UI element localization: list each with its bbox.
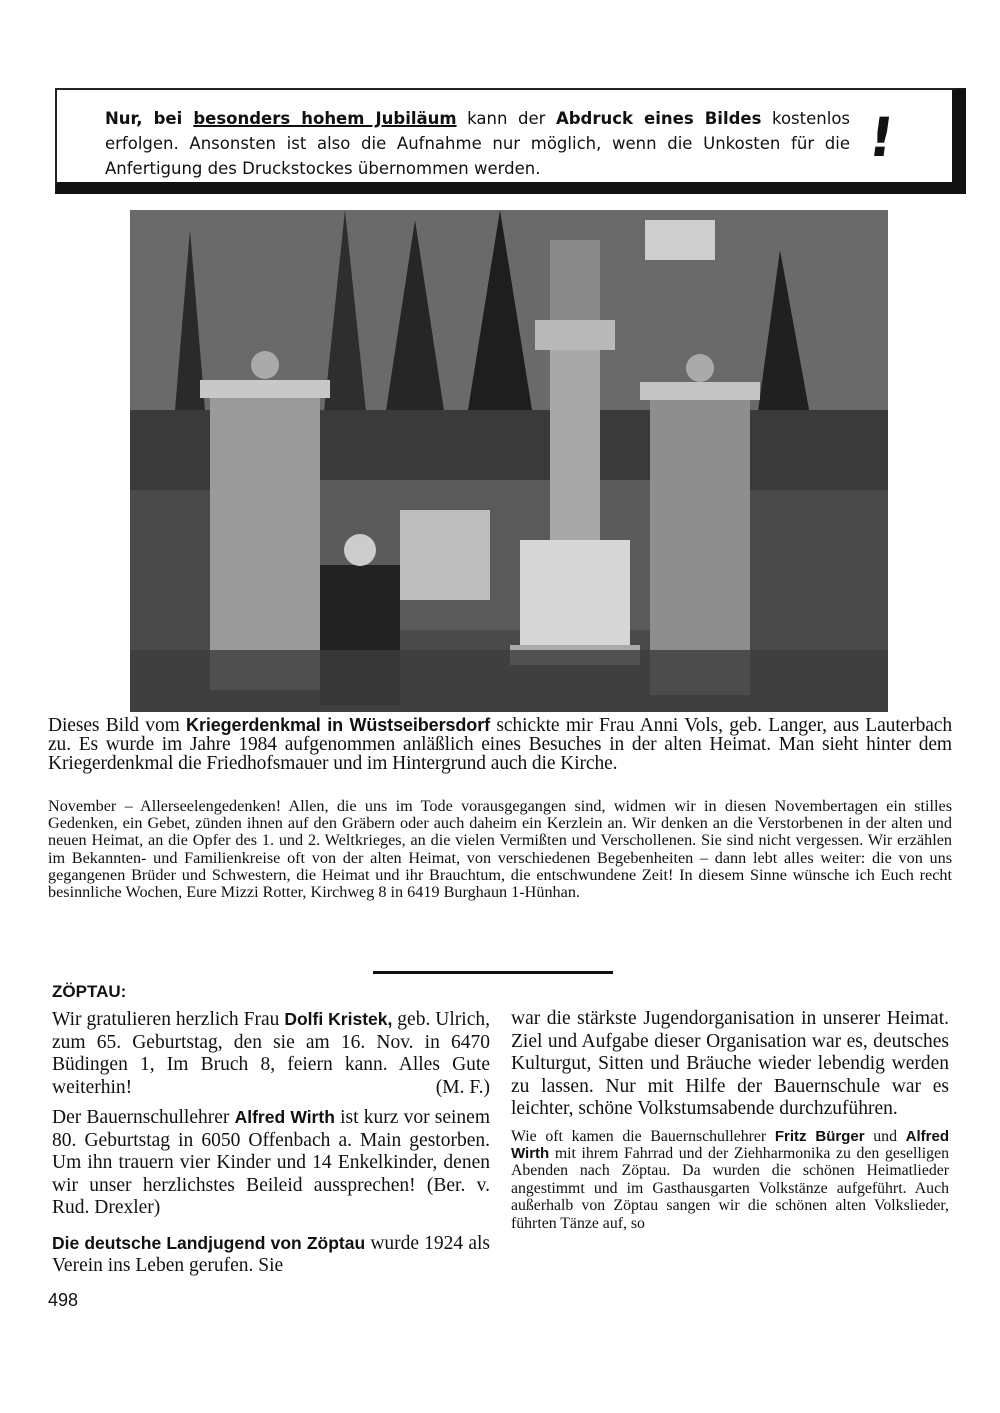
bold-name: Fritz Bürger [774,1127,865,1145]
text: und [864,1127,906,1145]
divider [373,971,613,974]
notice-text [105,106,850,181]
photo-war-memorial [130,210,888,712]
notice-lead: Nur, bei [105,109,194,128]
notice-text-part: kostenlos erfolgen. Ansonsten ist also die Aufnahme nur möglich, wenn die Unkosten für die Anfertigung des Druckstockes übernommen werden. [105,109,851,178]
text: Wir gratulieren herzlich Frau [52,1009,285,1030]
caption-text: schickte mir Frau Anni Vols, geb. Langer, aus Lauterbach zu. Es wurde im Jahre 1984 aufgenommen anläßlich eines Besuches in der alten Heimat. Man sieht hinter dem Kriegerdenkmal die Friedhofsmauer und im Hintergrund auch die Kirche. [48,715,953,774]
caption-bold: Kriegerdenkmal in Wüstseibersdorf [186,715,491,735]
text: Der Bauernschullehrer [52,1107,235,1128]
page-number: 498 [48,1290,79,1310]
signature: (M. F.) [435,1076,490,1098]
notice-box [55,88,966,194]
paragraph-landjugend [52,1232,490,1278]
notice-text-part: kann der [456,109,556,128]
exclamation-mark: ! [864,106,899,169]
photo-caption [48,716,952,773]
bold-name: Alfred Wirth [234,1107,335,1127]
caption-text: Dieses Bild vom [48,715,187,736]
left-column [52,1008,490,1285]
paragraph-birthday [52,1008,490,1099]
text: wurde 1924 als Verein ins Leben gerufen. Sie [52,1232,490,1276]
memorial-photo-illustration [130,210,888,712]
section-heading: ZÖPTAU: [52,982,127,1001]
bold-title: Die deutsche Landjugend von Zöptau [52,1232,366,1253]
text: Wie oft kamen die Bauernschullehrer [511,1127,775,1145]
paragraph-teachers [511,1128,949,1232]
november-paragraph: November – Allerseelengedenken! Allen, die uns im Tode vorausgegangen sind, widmen wir in diesen Novembertagen ein stilles Gedenken, ein Gebet, zünden ihnen auf den Gräbern oder auch daheim ein Kerzlein an. Wir denken an die Verstorbenen in der alten und neuen Heimat, an die Opfer des 1. und 2. Weltkrieges, an die vielen Vermißten und Verschollenen. Sie sind nicht vergessen. Wir erzählen im Bekannten- und Familienkreise oft von der alten Heimat, von verschiedenen Begebenheiten – dann lebt alles weiter: die von uns gegangenen Brüder und Schwestern, die Heimat und ihr Brauchtum, die entschwundene Zeit! In diesem Sinne wünsche ich Euch recht besinnliche Wochen, Eure Mizzi Rotter, Kirchweg 8 in 6419 Burghaun 1-Hünhan. [48,797,952,902]
bold-name: Alfred Wirth [511,1127,949,1162]
paragraph-continued: war die stärkste Jugendorganisation in unserer Heimat. Ziel und Aufgabe dieser Organisation war es, deutsches Kulturgut, Sitten und Bräuche wieder lebendig werden zu lassen. Nur mit Hilfe der Bauernschule war es leichter, schöne Volkstumsabende durchzuführen. [511,1008,949,1119]
right-column [511,1008,949,1239]
paragraph-obituary [52,1106,490,1220]
notice-bold: Abdruck eines Bildes [555,109,762,128]
text: geb. Ulrich, zum 65. Geburtstag, den sie am 16. Nov. in 6470 Büdingen 1, Im Bruch 8, feiern kann. Alles Gute weiterhin! [52,1009,490,1098]
text: ist kurz vor seinem 80. Geburtstag in 6050 Offenbach a. Main gestorben. Um ihn trauern vier Kinder und 14 Enkelkinder, denen wir unser herzlichstes Beileid aussprechen! (Ber. v. Rud. Drexler) [52,1107,490,1218]
notice-underlined: besonders hohem Jubiläum [193,109,457,128]
bold-name: Dolfi Kristek, [284,1009,393,1029]
text: mit ihrem Fahrrad und der Ziehharmonika zu den geselligen Abenden nach Zöptau. Da wurden die schönen Heimatlieder angestimmt und im Gasthausgarten Volkstänze aufgeführt. Auch außerhalb von Zöptau sangen wir die schönen alten Volkslieder, führten Tänze auf, so [511,1144,949,1232]
